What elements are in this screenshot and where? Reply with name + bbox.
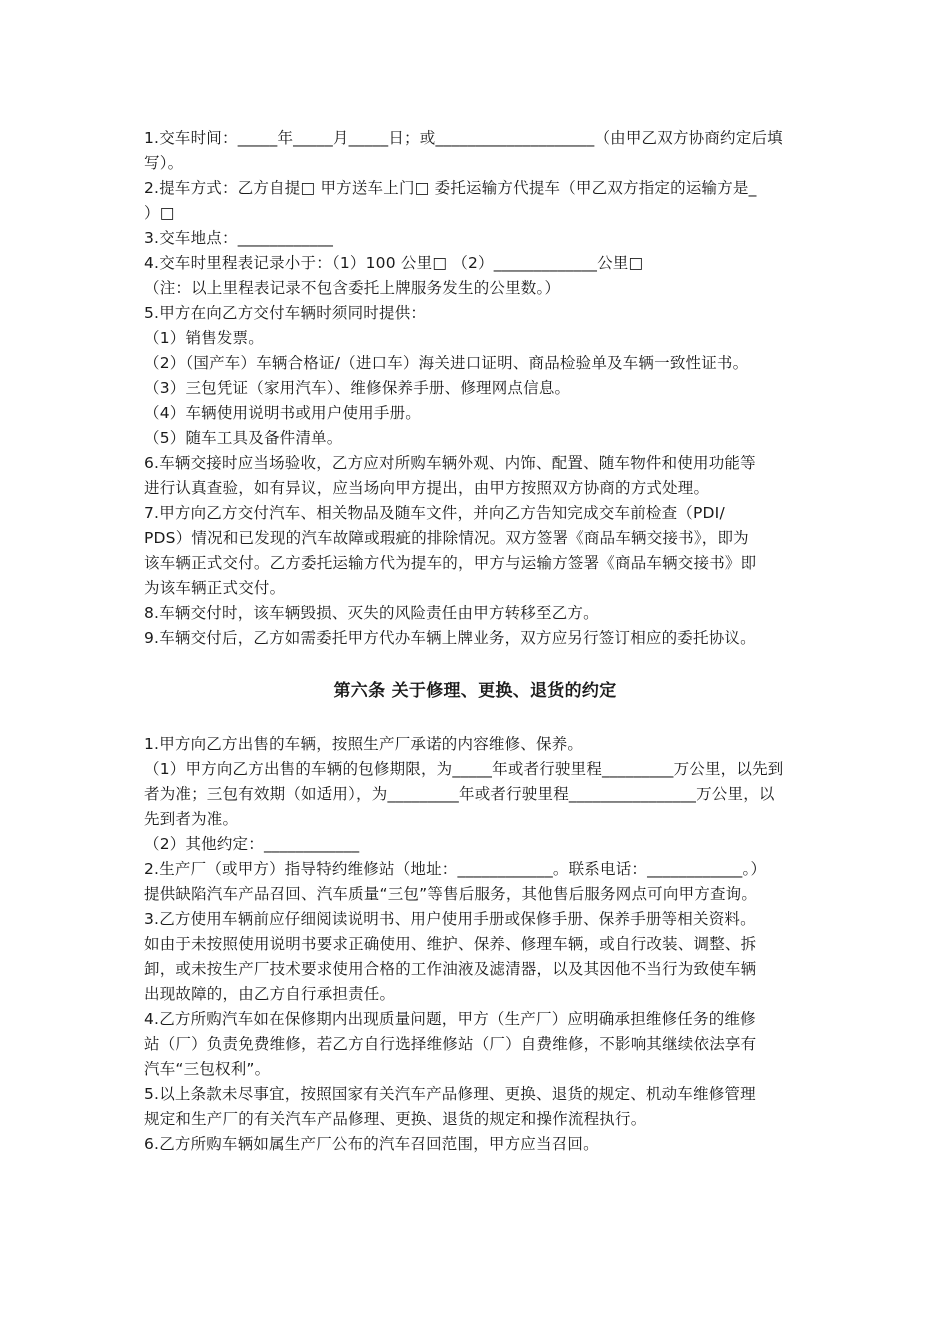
paragraph-line: 者为准；三包有效期（如适用），为_________年或者行驶里程________________万公里，以 [144, 785, 775, 803]
paragraph-line: 先到者为准。 [144, 810, 239, 828]
paragraph-line: 进行认真查验，如有异议，应当场向甲方提出，由甲方按照双方协商的方式处理。 [144, 479, 710, 497]
paragraph-line: （2）（国产车）车辆合格证/（进口车）海关进口证明、商品检验单及车辆一致性证书。 [144, 354, 749, 372]
paragraph-line: 提供缺陷汽车产品召回、汽车质量“三包”等售后服务，其他售后服务网点可向甲方查询。 [144, 885, 758, 903]
paragraph-line: 1.交车时间：_____年_____月_____日；或____________________（由甲乙双方协商约定后填 [144, 129, 783, 147]
paragraph-line: （4）车辆使用说明书或用户使用手册。 [144, 404, 421, 422]
paragraph-line: 卸，或未按生产厂技术要求使用合格的工作油液及滤清器，以及其因他不当行为致使车辆 [144, 960, 757, 978]
paragraph-line: 站（厂）负责免费维修，若乙方自行选择维修站（厂）自费维修，不影响其继续依法享有 [144, 1035, 757, 1053]
paragraph-line: 8.车辆交付时，该车辆毁损、灭失的风险责任由甲方转移至乙方。 [144, 604, 599, 622]
paragraph-line: 5.甲方在向乙方交付车辆时须同时提供： [144, 304, 427, 322]
paragraph-line: （2）其他约定：____________ [144, 835, 360, 853]
paragraph-line: 1.甲方向乙方出售的车辆，按照生产厂承诺的内容维修、保养。 [144, 735, 584, 753]
paragraph-line: （5）随车工具及备件清单。 [144, 429, 343, 447]
paragraph-line: 3.乙方使用车辆前应仔细阅读说明书、用户使用手册或保修手册、保养手册等相关资料。 [144, 910, 756, 928]
delivery-terms-section [144, 126, 810, 651]
paragraph-line: 6.乙方所购车辆如属生产厂公布的汽车召回范围，甲方应当召回。 [144, 1135, 599, 1153]
paragraph-line: 汽车“三包权利”。 [144, 1060, 271, 1078]
paragraph-line: 2.提车方式：乙方自提□ 甲方送车上门□ 委托运输方代提车（甲乙双方指定的运输方是_ [144, 179, 757, 197]
paragraph-line: 为该车辆正式交付。 [144, 579, 286, 597]
paragraph-line: 9.车辆交付后，乙方如需委托甲方代办车辆上牌业务，双方应另行签订相应的委托协议。 [144, 629, 756, 647]
paragraph-line: 该车辆正式交付。乙方委托运输方代为提车的，甲方与运输方签署《商品车辆交接书》即 [144, 554, 757, 572]
paragraph-line: （1）甲方向乙方出售的车辆的包修期限，为_____年或者行驶里程_________万公里，以先到 [144, 760, 784, 778]
paragraph-line: 3.交车地点：____________ [144, 229, 334, 247]
paragraph-line: （3）三包凭证（家用汽车）、维修保养手册、修理网点信息。 [144, 379, 571, 397]
paragraph-line: （1）销售发票。 [144, 329, 264, 347]
paragraph-line: 如由于未按照使用说明书要求正确使用、维护、保养、修理车辆，或自行改装、调整、拆 [144, 935, 757, 953]
paragraph-line: 7.甲方向乙方交付汽车、相关物品及随车文件，并向乙方告知完成交车前检查（PDI/ [144, 504, 725, 522]
paragraph-line: 写）。 [144, 154, 184, 172]
paragraph-line: PDS）情况和已发现的汽车故障或瑕疵的排除情况。双方签署《商品车辆交接书》，即为 [144, 529, 749, 547]
paragraph-line: ）□ [144, 204, 175, 222]
paragraph-line: 4.乙方所购汽车如在保修期内出现质量问题，甲方（生产厂）应明确承担维修任务的维修 [144, 1010, 756, 1028]
repair-terms-section [144, 732, 810, 1157]
paragraph-line: 2.生产厂（或甲方）指导特约维修站（地址：____________。联系电话：____________。） [144, 860, 767, 878]
paragraph-line: 6.车辆交接时应当场验收，乙方应对所购车辆外观、内饰、配置、随车物件和使用功能等 [144, 454, 756, 472]
paragraph-line: 5.以上条款未尽事宜，按照国家有关汽车产品修理、更换、退货的规定、机动车维修管理 [144, 1085, 756, 1103]
section-heading: 第六条 关于修理、更换、退货的约定 [333, 681, 617, 701]
paragraph-line: 出现故障的，由乙方自行承担责任。 [144, 985, 396, 1003]
paragraph-line: 4.交车时里程表记录小于：（1）100 公里□ （2）_____________公里□ [144, 254, 644, 272]
paragraph-line: （注：以上里程表记录不包含委托上牌服务发生的公里数。） [144, 279, 561, 297]
paragraph-line: 规定和生产厂的有关汽车产品修理、更换、退货的规定和操作流程执行。 [144, 1110, 647, 1128]
